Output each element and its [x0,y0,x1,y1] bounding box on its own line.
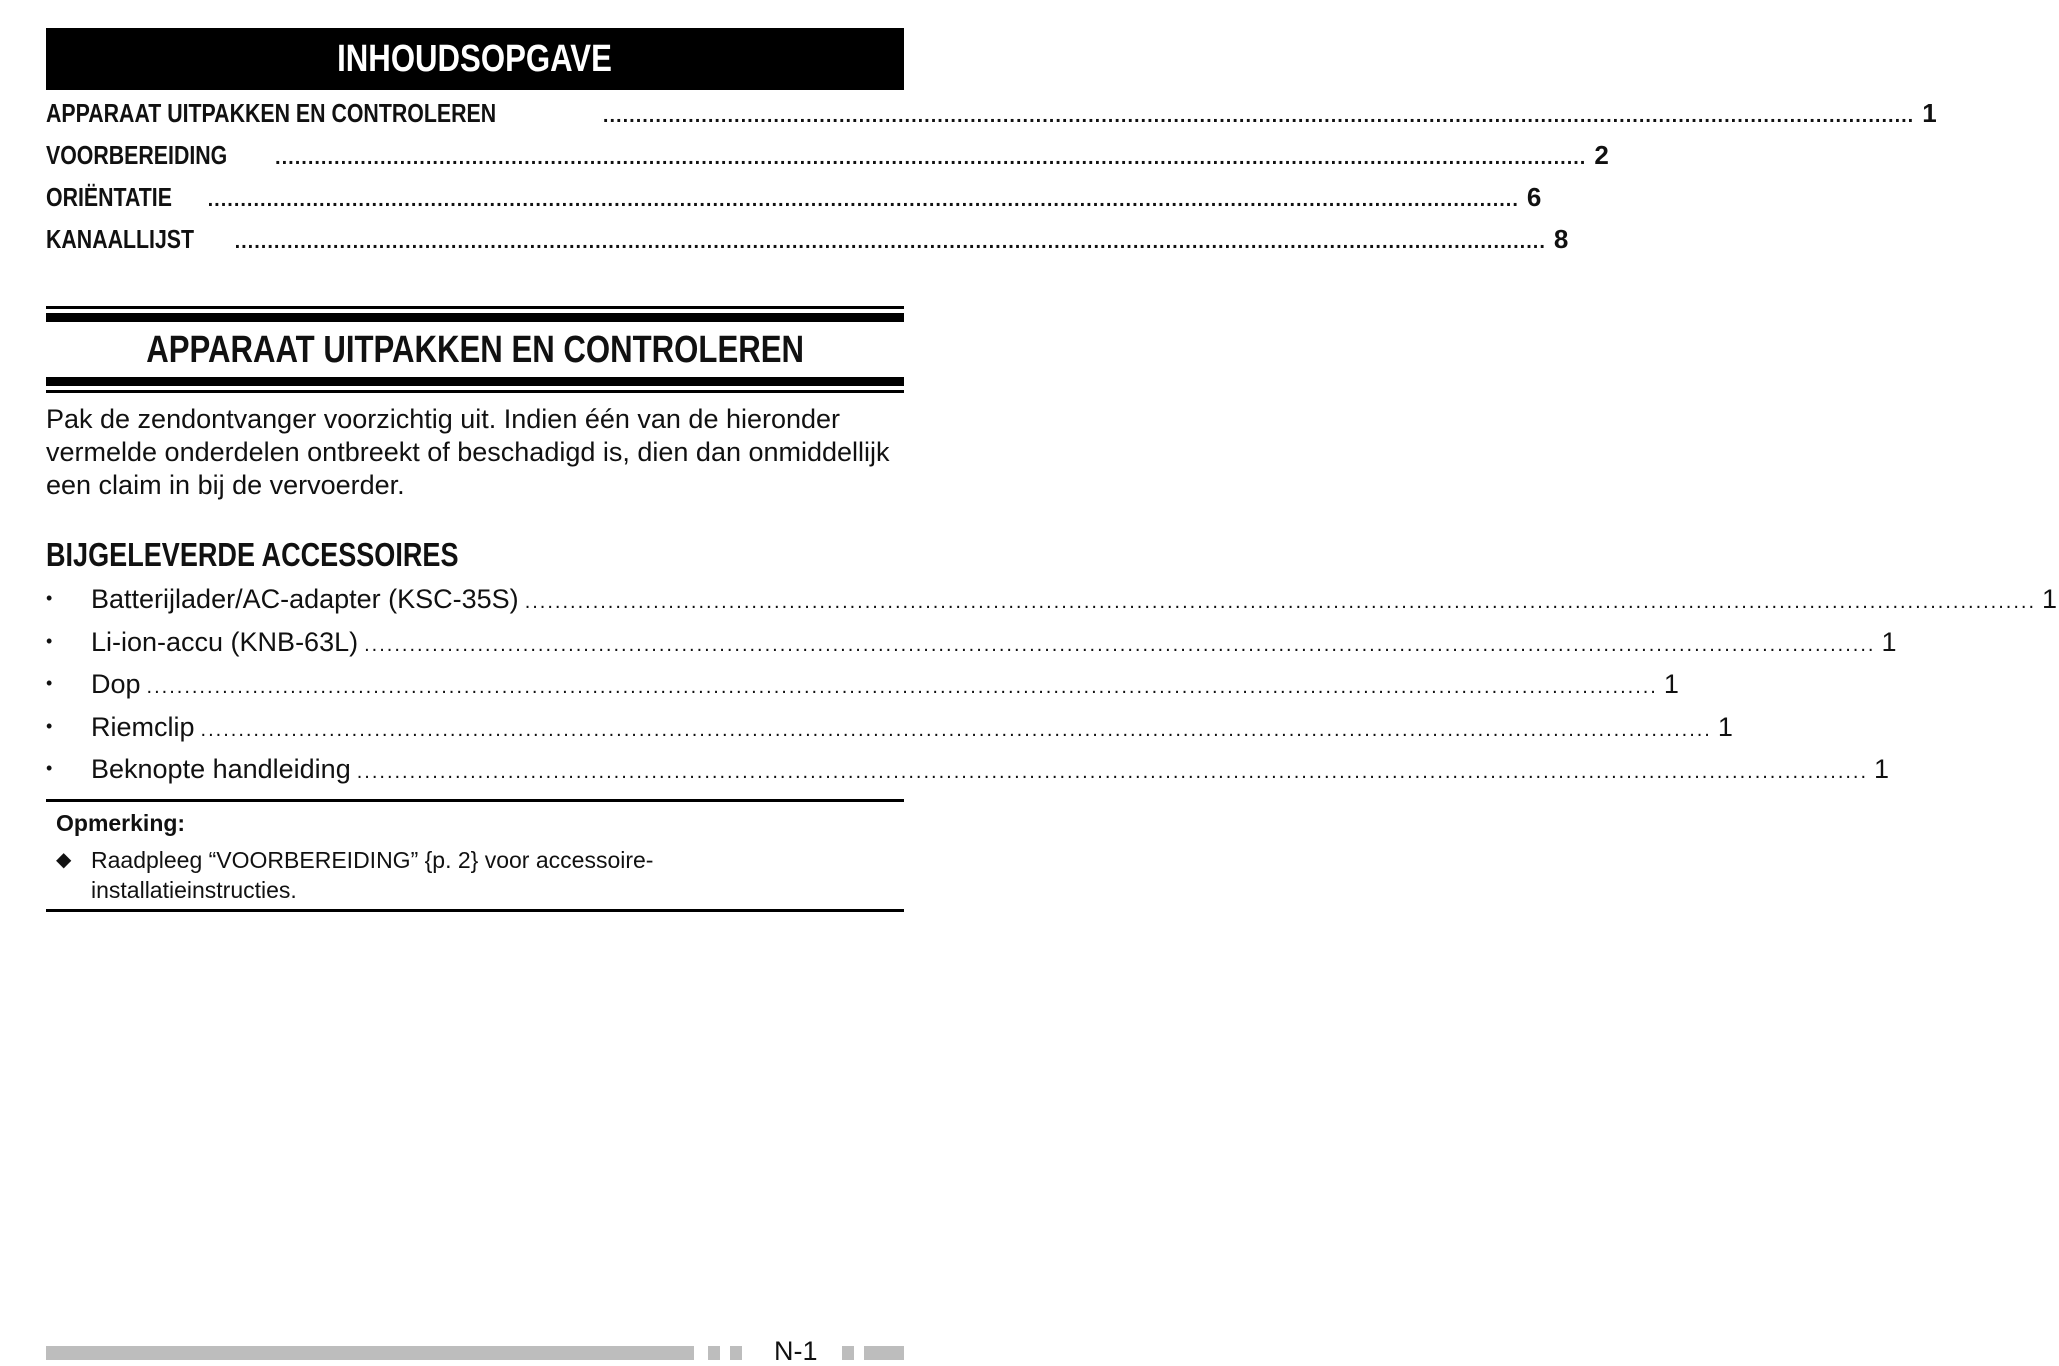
leader-dots: ........................................................................................................................................................................................................ [364,633,1876,656]
page-number: N-1 [774,1336,818,1366]
toc-entry[interactable] [46,140,1609,182]
leader-dots: ........................................................................................................................................................................................................ [524,591,2037,613]
toc-entry-page: 1 [1922,98,1937,128]
toc-entry-page: 2 [1594,140,1609,170]
note-rule-top [46,799,904,802]
footer-square [842,1346,854,1360]
toc-leader-dots: ........................................................................................................................................................................................................ [207,189,1519,211]
accessory-quantity: 1 [1717,711,1733,742]
accessory-label: Riemclip [91,711,195,742]
footer-square [708,1346,720,1360]
toc-entry-label: APPARAAT UITPAKKEN EN CONTROLEREN [46,98,497,128]
leader-dots: ........................................................................................................................................................................................................ [200,718,1712,741]
bullet-icon: • [46,588,53,608]
toc-leader-dots: ........................................................................................................................................................................................................ [602,105,1915,127]
diamond-icon: ◆ [56,849,72,871]
accessory-label: Beknopte handleiding [91,754,351,784]
list-item [46,626,1897,670]
toc-entry[interactable] [46,224,1569,266]
list-item [46,754,1890,797]
leader-dots: ........................................................................................................................................................................................................ [146,676,1658,698]
accessory-label: Batterijlader/AC-adapter (KSC-35S) [91,584,519,614]
note-title: Opmerking: [56,810,186,836]
section-rule-bottom-thin [46,390,904,393]
section-rule-top-thick [46,313,904,322]
accessory-quantity: 1 [1881,626,1897,657]
toc-title: INHOUDSOPGAVE [337,37,613,80]
toc-entry-label: ORIËNTATIE [46,182,172,212]
section-title-text: APPARAAT UITPAKKEN EN CONTROLEREN [146,328,804,371]
toc-entry-label: KANAALLIJST [46,224,195,254]
toc-title-banner [46,28,904,90]
toc-leader-dots: ........................................................................................................................................................................................................ [275,147,1587,169]
accessory-quantity: 1 [2042,584,2058,614]
accessory-label: Dop [91,669,141,699]
accessory-label: Li-ion-accu (KNB-63L) [91,626,359,657]
section-title [46,322,904,378]
accessories-list [46,584,2058,797]
list-item [46,669,1679,712]
section-rule-bottom-thick [46,377,904,386]
bullet-icon: • [46,630,53,651]
accessory-quantity: 1 [1874,754,1890,784]
bullet-icon: • [46,673,53,693]
list-item [46,711,1733,755]
footer-square [730,1346,742,1360]
bullet-icon: • [46,758,53,778]
footer-bar-left [46,1346,694,1360]
toc-entry-label: VOORBEREIDING [46,140,228,170]
note-text [91,845,653,905]
list-item [46,584,2058,627]
toc-entry[interactable] [46,182,1542,224]
accessory-quantity: 1 [1663,669,1679,699]
section-rule-top-thin [46,306,904,309]
note-text-line: installatieinstructies. [91,877,297,903]
accessories-heading: BIJGELEVERDE ACCESSOIRES [46,536,459,573]
toc-list [46,98,1937,266]
note-text-line: Raadpleeg “VOORBEREIDING” {p. 2} voor accessoire- [91,847,654,873]
bullet-icon: • [46,715,53,736]
note-rule-bottom [46,909,904,912]
toc-leader-dots: ........................................................................................................................................................................................................ [234,231,1546,253]
footer-bar-right [864,1346,904,1360]
toc-entry-page: 8 [1553,224,1569,254]
note-item [56,845,876,905]
leader-dots: ........................................................................................................................................................................................................ [356,761,1869,783]
toc-entry-page: 6 [1526,182,1542,212]
toc-entry[interactable] [46,98,1937,140]
intro-paragraph: Pak de zendontvanger voorzichtig uit. Indien één van de hieronder vermelde onderdelen ontbreekt of beschadigd is, dien dan onmiddellijk een claim in bij de vervoerder. [46,404,890,500]
